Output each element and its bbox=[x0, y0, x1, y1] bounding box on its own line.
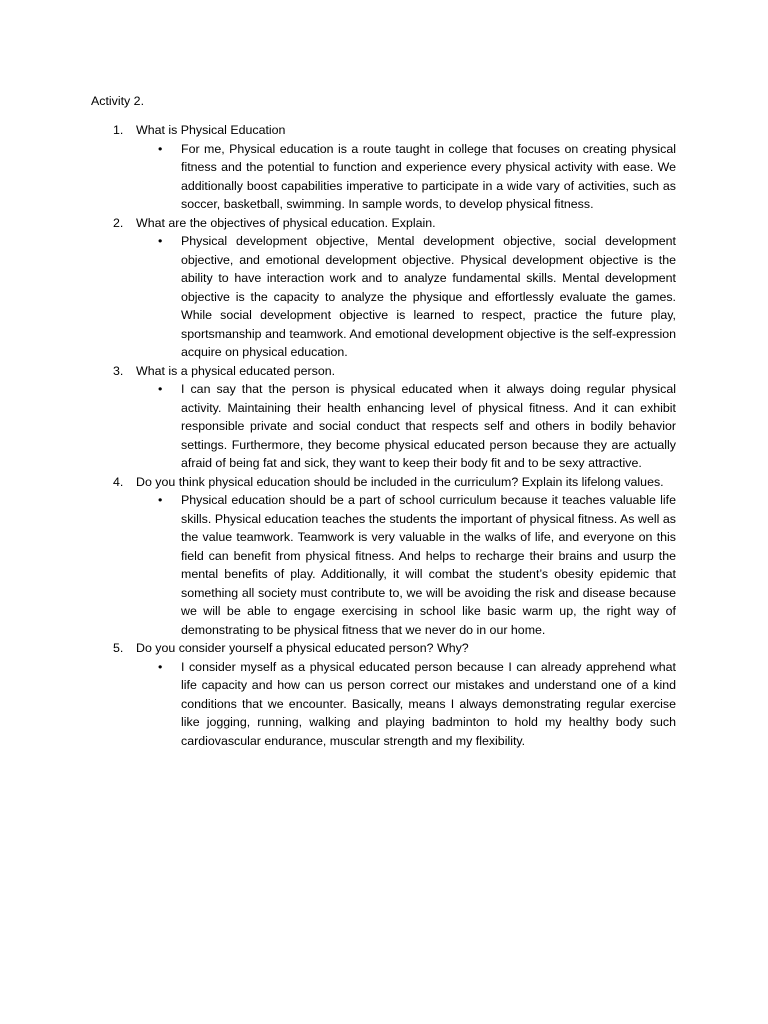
bullet-icon: • bbox=[158, 141, 163, 156]
answer-text: For me, Physical education is a route taught in college that focuses on creating physical fitness and the potential to function and experience every physical activity with ease. We additionally boost capabilities imperative to participate in a wide vary of activities, such as soccer, basketball, swimming. In sample words, to develop physical fitness. bbox=[181, 141, 676, 211]
answer-text: I consider myself as a physical educated person because I can already apprehend what life capacity and how can us person correct our mistakes and understand one of a kind conditions that we encounter. Basically, means I always demonstrating regular exercise like jogging, running, walking and playing badminton to hold my healthy body such cardiovascular endurance, muscular strength and my flexibility. bbox=[181, 659, 676, 748]
question-text: What is Physical Education bbox=[136, 123, 286, 137]
answer-list bbox=[136, 232, 676, 362]
questions-list bbox=[0, 121, 768, 750]
bullet-icon: • bbox=[158, 234, 163, 248]
question-text: Do you think physical education should be included in the curriculum? Explain its lifelong values. bbox=[136, 474, 664, 489]
question-item bbox=[0, 473, 676, 640]
bullet-icon: • bbox=[158, 493, 163, 507]
question-item bbox=[0, 362, 676, 473]
question-text: What is a physical educated person. bbox=[136, 363, 336, 378]
question-item bbox=[0, 121, 676, 214]
answer-item bbox=[136, 140, 676, 214]
question-item bbox=[0, 639, 676, 750]
answer-item bbox=[136, 658, 676, 751]
question-item bbox=[0, 214, 676, 362]
answer-list bbox=[136, 380, 676, 473]
answer-item bbox=[136, 491, 676, 639]
answer-list bbox=[136, 658, 676, 751]
answer-text: Physical development objective, Mental development objective, social development objective, and emotional development objective. Physical development objective is the ability to have interaction work and to analyze fundamental skills. Mental development objective is the capacity to analyze the physique and effortlessly evaluate the games. While social development objective is learned to respect, practice the future play, sportsmanship and teamwork. And emotional development objective is the self-expression acquire on physical education. bbox=[181, 234, 676, 359]
question-text: What are the objectives of physical education. Explain. bbox=[136, 215, 436, 230]
activity-title: Activity 2. bbox=[91, 94, 145, 108]
question-text: Do you consider yourself a physical educated person? Why? bbox=[136, 641, 469, 655]
answer-item bbox=[136, 232, 676, 362]
question-number: 1. bbox=[113, 123, 124, 137]
answer-item bbox=[136, 380, 676, 473]
answer-list bbox=[136, 491, 676, 639]
question-number: 3. bbox=[113, 363, 124, 378]
answer-text: I can say that the person is physical educated when it always doing regular physical activity. Maintaining their health enhancing level of physical fitness. And it can exhibit responsible private and social conduct that respects self and others in bodily behavior settings. Furthermore, they become physical educated person because they are actually afraid of being fat and sick, they want to keep their body fit and to be sexy attractive. bbox=[181, 382, 676, 470]
question-number: 5. bbox=[113, 641, 124, 655]
answer-text: Physical education should be a part of school curriculum because it teaches valuable life skills. Physical education teaches the students the important of physical fitness. As well as the value teamwork. Teamwork is very valuable in the walks of life, and everyone on this field can benefit from physical fitness. And helps to recharge their brains and usurp the mental benefits of play. Additionally, it will combat the student’s obesity epidemic that something all society must contribute to, we will be avoiding the risk and disease because we will be able to engage exercising in school like basic warm up, the right way of demonstrating to be physical fitness that we never do in our home. bbox=[181, 493, 676, 637]
answer-list bbox=[136, 140, 676, 214]
bullet-icon: • bbox=[158, 659, 163, 674]
bullet-icon: • bbox=[158, 382, 163, 396]
question-number: 2. bbox=[113, 215, 124, 230]
question-number: 4. bbox=[113, 474, 124, 489]
